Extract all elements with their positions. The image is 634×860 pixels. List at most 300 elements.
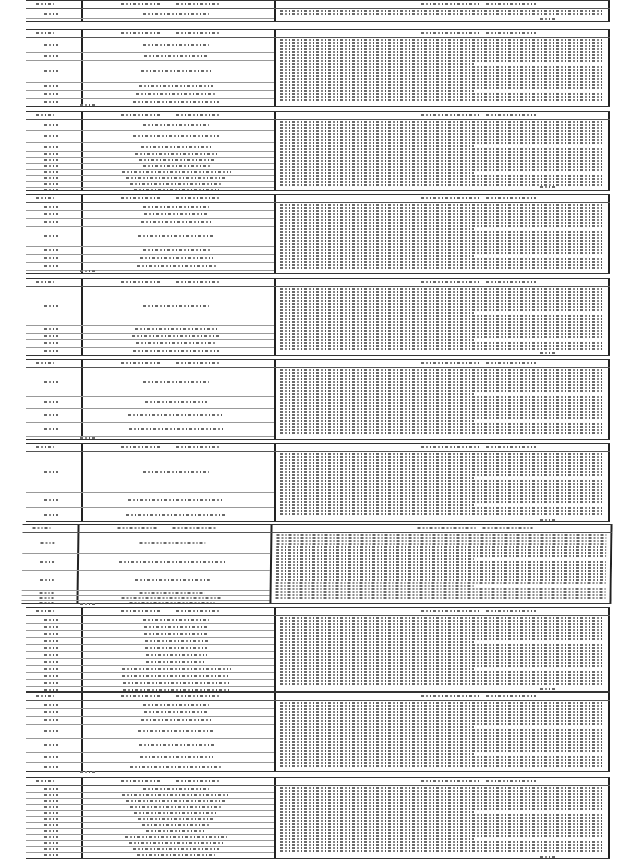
table-row [26,436,274,440]
text-line [280,172,474,174]
illegible-row-number [44,85,58,87]
table-row [26,507,274,522]
illegible-row-number [44,744,58,746]
text-line [280,811,474,813]
text-line [280,124,604,126]
text-line [280,635,604,637]
illegible-row-description [144,55,208,57]
text-line [280,414,604,416]
illegible-header-text [486,362,536,364]
illegible-header-text [172,527,217,529]
table-row [26,9,274,19]
text-line [280,411,604,413]
text-line [280,249,604,251]
illegible-row-number [44,626,58,628]
illegible-row-description [126,514,227,516]
text-line [280,759,604,761]
text-line [280,345,604,347]
text-line [280,204,604,206]
text-line [280,225,604,227]
text-line [280,477,474,479]
illegible-row-description [119,561,225,563]
text-line [276,585,474,587]
text-line [280,650,604,652]
text-line [280,306,604,308]
text-line [280,662,604,664]
illegible-row-number [44,221,58,223]
illegible-row-description [122,675,230,677]
text-line [280,720,604,722]
text-line [280,333,604,335]
text-line [280,495,604,497]
illegible-header-text [421,114,481,116]
illegible-row-description [141,70,211,72]
text-line [280,327,604,329]
text-line [280,228,474,230]
illegible-header-text [121,197,161,199]
column-divider [608,112,610,190]
text-line [280,838,474,840]
illegible-row-number [44,273,58,274]
text-line [280,387,604,389]
illegible-row-number [44,619,58,621]
illegible-row-description [122,668,231,670]
illegible-row-description [139,159,214,161]
illegible-row-description [143,206,209,208]
illegible-row-description [145,640,208,642]
text-line [280,732,604,734]
illegible-row-description [138,730,215,732]
text-line [280,300,604,302]
illegible-row-description [136,93,216,95]
column-divider [274,279,276,355]
illegible-row-description [133,350,219,352]
text-line [280,96,604,98]
text-line [280,339,474,341]
illegible-row-number [40,579,54,581]
illegible-row-number [44,401,58,403]
text-line [280,802,604,804]
text-line [280,139,604,141]
illegible-row-description [143,704,209,706]
column-divider [608,444,610,521]
text-line [280,705,604,707]
illegible-row-number [44,812,58,814]
illegible-row-description [128,499,224,501]
table-row [21,600,269,604]
text-line [280,617,604,619]
table-row [22,533,270,554]
illegible-header-text [486,281,536,283]
illegible-row-description [144,711,209,713]
illegible-row-description [134,273,219,274]
illegible-row-number [44,153,58,155]
illegible-row-number [44,146,58,148]
text-line [280,133,604,135]
text-line [276,582,606,584]
text-line [280,399,604,401]
table-row [26,408,274,423]
illegible-row-description [145,401,207,403]
text-line [280,369,604,371]
illegible-header-text [36,197,54,199]
illegible-row-description [146,654,207,656]
text-line [276,591,606,593]
text-line [280,823,604,825]
text-line [280,750,604,752]
table-row [26,452,274,493]
illegible-row-description [141,146,211,148]
document-page [26,111,610,191]
illegible-row-description [125,836,227,838]
illegible-header-text [176,281,221,283]
text-line [276,546,606,548]
text-line [280,157,604,159]
document-page [21,524,612,604]
illegible-row-number [44,414,58,416]
illegible-body-text [280,369,604,435]
illegible-row-number [44,806,58,808]
illegible-header-text [176,3,221,5]
text-line [280,629,604,631]
illegible-header-text [486,695,536,697]
table-row [26,724,274,739]
text-line [280,474,604,476]
illegible-row-description [132,335,220,337]
document-page [26,29,610,107]
column-divider [274,778,276,858]
text-line [276,549,606,551]
illegible-body-text [280,453,604,516]
text-line [280,348,604,350]
text-line [276,573,606,575]
text-line [276,588,606,590]
illegible-header-text [121,695,161,697]
column-divider [608,30,610,106]
illegible-header-text [486,114,536,116]
illegible-row-description [136,342,216,344]
illegible-row-description [140,756,213,758]
text-line [280,677,604,679]
illegible-row-description [143,165,210,167]
illegible-header-text [176,780,221,782]
text-line [280,665,604,667]
text-line [280,207,604,209]
text-line [280,330,604,332]
text-line [280,459,604,461]
illegible-header-text [121,362,161,364]
illegible-row-description [126,177,227,179]
document-page [26,194,610,274]
illegible-row-number [44,257,58,259]
illegible-header-text [176,695,221,697]
column-divider [274,360,276,439]
text-line [280,318,604,320]
illegible-row-description [143,381,209,383]
illegible-row-number [44,471,58,473]
illegible-header-text [486,780,536,782]
text-line [280,99,604,101]
text-line [280,57,604,59]
table-row [22,553,270,571]
text-line [280,799,604,801]
text-line [280,632,604,634]
illegible-row-description [129,428,223,430]
illegible-header-text [421,695,481,697]
illegible-header-text [36,446,54,448]
illegible-row-number [44,842,58,844]
text-line [280,127,604,129]
illegible-row-description [122,171,231,173]
text-line [280,324,604,326]
illegible-header-text [36,3,54,5]
illegible-row-number [44,189,58,191]
column-divider [608,778,610,858]
text-line [280,42,604,44]
illegible-row-number [44,788,58,790]
table-row [26,492,274,508]
text-line [280,498,604,500]
illegible-row-description [139,592,204,594]
text-line [280,835,604,837]
text-line [280,674,604,676]
text-line [276,564,606,566]
illegible-row-description [146,830,206,832]
text-line [280,747,604,749]
text-line [280,342,604,344]
illegible-header-text [421,281,481,283]
illegible-row-number [44,328,58,330]
illegible-row-number [44,124,58,126]
column-divider [274,608,276,691]
text-line [280,504,474,506]
illegible-row-number [44,235,58,237]
text-line [280,252,604,254]
illegible-body-text [280,288,604,351]
illegible-row-number [44,428,58,430]
illegible-row-number [44,159,58,161]
illegible-row-number [44,689,58,691]
illegible-row-description [135,153,218,155]
text-line [280,219,604,221]
text-line [280,213,604,215]
text-line [280,309,604,311]
illegible-row-number [44,824,58,826]
illegible-row-number [44,854,58,856]
table-row [26,187,274,191]
text-line [276,537,606,539]
illegible-row-description [123,682,230,684]
illegible-header-text [36,610,54,612]
illegible-row-number [44,756,58,758]
illegible-header-text [486,197,536,199]
illegible-row-number [40,542,54,544]
text-line [280,850,604,852]
text-line [280,291,604,293]
table-row [26,60,274,83]
illegible-body-text [280,787,604,853]
illegible-row-number [44,93,58,95]
text-line [280,423,604,425]
text-line [280,735,604,737]
text-line [280,426,604,428]
text-line [280,465,604,467]
text-line [280,375,604,377]
illegible-row-description [128,414,224,416]
text-line [280,471,604,473]
illegible-header-text [121,3,161,5]
illegible-header-text [176,446,221,448]
text-line [276,576,606,578]
column-divider [608,195,610,273]
illegible-row-number [44,342,58,344]
page-footer-mark [540,352,556,354]
text-line [280,384,604,386]
document-page [26,607,610,692]
text-line [280,51,604,53]
page-footer-mark [540,18,556,20]
text-line [280,644,604,646]
text-line [280,237,604,239]
illegible-header-text [36,695,54,697]
text-line [280,420,474,422]
text-line [280,793,604,795]
text-line [280,462,604,464]
text-line [280,753,474,755]
text-line [280,805,604,807]
text-line [280,711,604,713]
text-line [276,594,606,596]
text-line [280,381,604,383]
illegible-header-text [36,281,54,283]
illegible-header-text [486,3,536,5]
text-line [280,647,604,649]
illegible-row-description [138,235,215,237]
document-page [26,777,610,859]
text-line [280,151,604,153]
text-line [280,492,604,494]
illegible-row-number [44,206,58,208]
page-footer-mark [80,603,96,605]
document-page [26,278,610,356]
text-line [280,841,604,843]
illegible-row-number [44,213,58,215]
illegible-row-description [143,124,209,126]
illegible-row-description [143,305,209,307]
illegible-row-number [44,704,58,706]
table-row [26,738,274,753]
illegible-header-text [121,780,161,782]
text-line [280,210,604,212]
text-line [280,255,474,257]
illegible-row-number [44,668,58,670]
illegible-row-description [139,542,205,544]
illegible-row-number [44,794,58,796]
illegible-header-text [482,527,532,529]
illegible-body-text [280,617,604,686]
text-line [280,507,604,509]
text-line [280,39,604,41]
illegible-row-description [122,794,230,796]
text-line [280,163,604,165]
text-line [280,729,604,731]
illegible-row-number [44,350,58,352]
illegible-header-text [421,197,481,199]
illegible-row-description [137,265,216,267]
text-line [280,417,604,419]
text-line [280,756,604,758]
text-line [276,552,606,554]
page-footer-mark [540,519,556,521]
column-divider [609,525,612,603]
illegible-row-number [44,265,58,267]
illegible-row-number [44,640,58,642]
illegible-row-description [143,249,210,251]
text-line [280,668,474,670]
text-line [280,408,604,410]
illegible-row-description [135,328,217,330]
text-line [280,160,604,162]
text-line [280,258,604,260]
text-line [280,808,604,810]
text-line [280,222,604,224]
text-line [280,243,604,245]
text-line [280,623,604,625]
illegible-header-text [121,114,161,116]
illegible-header-text [176,610,221,612]
illegible-header-text [32,527,50,529]
text-line [276,579,606,581]
illegible-header-text [176,32,221,34]
illegible-header-text [486,610,536,612]
table-row [26,106,274,107]
text-line [276,558,474,560]
document-page [26,359,610,440]
illegible-body-text [280,121,604,187]
illegible-row-number [44,249,58,251]
text-line [280,231,604,233]
illegible-header-text [421,610,481,612]
table-row [26,270,274,274]
illegible-row-description [133,135,219,137]
page-footer-mark [540,186,556,188]
page-footer-mark [540,856,556,858]
illegible-row-description [143,619,209,621]
text-line [280,148,604,150]
illegible-row-number [44,836,58,838]
text-line [280,638,604,640]
illegible-header-text [117,527,157,529]
text-line [280,264,604,266]
text-line [276,570,606,572]
illegible-header-text [421,32,481,34]
text-line [280,181,604,183]
illegible-row-number [44,55,58,57]
text-line [280,396,604,398]
illegible-row-description [144,213,209,215]
text-line [280,796,604,798]
text-line [280,84,604,86]
text-line [280,130,604,132]
document-page [26,692,610,772]
illegible-header-text [36,362,54,364]
illegible-header-text [421,3,481,5]
illegible-header-text [176,362,221,364]
text-line [280,81,604,83]
text-line [280,656,604,658]
illegible-row-number [44,514,58,516]
text-line [280,60,604,62]
